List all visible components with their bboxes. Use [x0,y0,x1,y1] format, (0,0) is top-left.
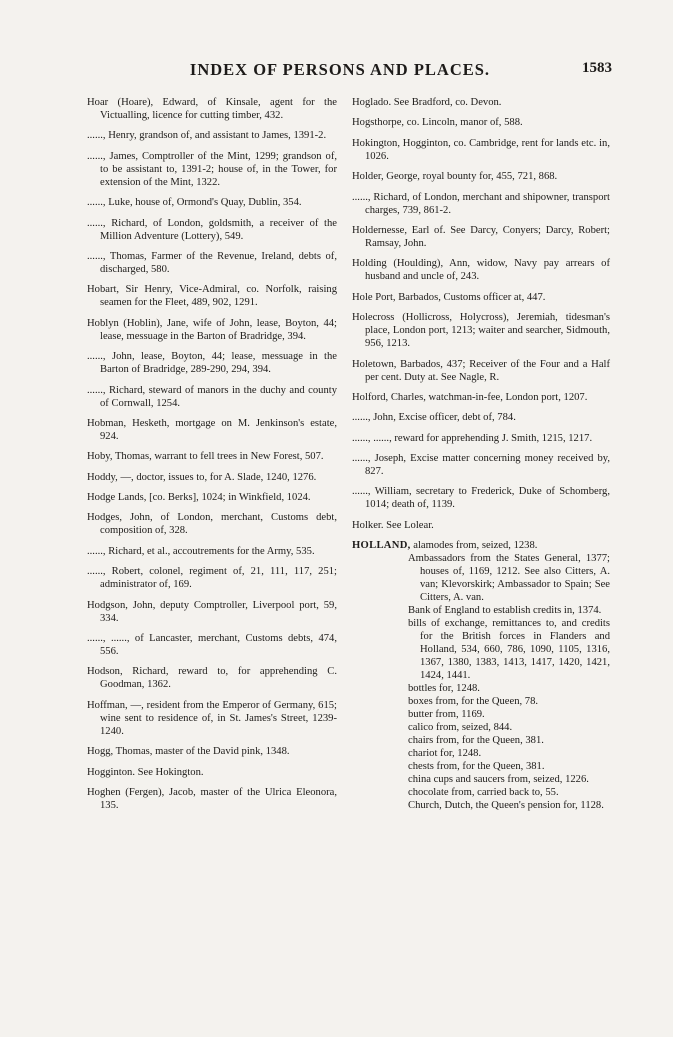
index-entry: Hodgson, John, deputy Comptroller, Liverpool port, 59, 334. [87,599,337,624]
index-entry: Holdernesse, Earl of. See Darcy, Conyers; Darcy, Robert; Ramsay, John. [352,224,610,249]
index-entry: Holker. See Lolear. [352,519,434,531]
index-entry: Holecross (Hollicross, Holycross), Jeremiah, tidesman's place, London port, 1213; waiter and searcher, Sidmouth, 956, 1213. [352,312,610,350]
index-entry: Holford, Charles, watchman-in-fee, London port, 1207. [352,391,588,403]
holland-subentry: chocolate from, carried back to, 55. [408,787,559,799]
holland-subentry: calico from, seized, 844. [408,722,513,734]
index-entry: Hogsthorpe, co. Lincoln, manor of, 588. [352,117,523,129]
index-entry: ......, ......, reward for apprehending J. Smith, 1215, 1217. [352,432,593,444]
index-entry: ......, ......, of Lancaster, merchant, Customs debts, 474, 556. [87,633,337,658]
holland-subentry: chests from, for the Queen, 381. [408,761,545,773]
index-entry: Hobman, Hesketh, mortgage on M. Jenkinson's estate, 924. [87,417,337,442]
index-entry: ......, Henry, grandson of, and assistant to James, 1391-2. [87,130,327,142]
running-title: INDEX OF PERSONS AND PLACES. [189,60,491,79]
page-number: 1583 [582,60,612,76]
index-entry: ......, Richard, et al., accoutrements for the Army, 535. [87,545,315,557]
holland-subentry: bottles for, 1248. [408,683,480,695]
index-entry: ......, Richard, of London, merchant and shipowner, transport charges, 739, 861-2. [352,191,610,216]
index-entry: Holder, George, royal bounty for, 455, 721, 868. [352,171,558,183]
index-entry: Hodges, John, of London, merchant, Customs debt, composition of, 328. [87,512,337,537]
index-entry: ......, James, Comptroller of the Mint, 1299; grandson of, to be assistant to, 1391-2; house of, in the Tower, for extension of the Mint, 1322. [87,150,337,188]
index-entry: Holetown, Barbados, 437; Receiver of the Four and a Half per cent. Duty at. See Nagle, R. [352,358,610,383]
index-entry: Hole Port, Barbados, Customs officer at, 447. [352,291,546,303]
index-entry: Hoddy, —, doctor, issues to, for A. Slade, 1240, 1276. [87,471,317,483]
holland-subentry: china cups and saucers from, seized, 1226. [408,774,589,786]
index-entry: Hogginton. See Hokington. [87,766,204,778]
holland-heading: HOLLAND, [352,540,411,552]
holland-subentry: Church, Dutch, the Queen's pension for, 1128. [408,800,604,812]
index-entry: ......, William, secretary to Frederick, Duke of Schomberg, 1014; death of, 1139. [352,486,610,511]
index-entry: ......, Luke, house of, Ormond's Quay, Dublin, 354. [87,197,302,209]
index-entry: Hoffman, —, resident from the Emperor of Germany, 615; wine sent to residence of, in St. James's Street, 1239-1240. [87,699,337,737]
index-entry: Hodson, Richard, reward to, for apprehending C. Goodman, 1362. [87,666,337,691]
index-entry: Hokington, Hogginton, co. Cambridge, rent for lands etc. in, 1026. [352,137,610,162]
holland-subentry: bills of exchange, remittances to, and credits for the British forces in Flanders and Holland, 534, 660, 786, 1090, 1105, 1316, 1367, 1380, 1383, 1413, 1417, 1420, 1421, 1424, 1441. [408,618,610,682]
index-entry: Hoby, Thomas, warrant to fell trees in New Forest, 507. [87,451,324,463]
holland-subentry: Bank of England to establish credits in, 1374. [408,605,602,617]
index-entry: ......, Robert, colonel, regiment of, 21, 111, 117, 251; administrator of, 169. [87,566,337,591]
index-entry: Hoblyn (Hoblin), Jane, wife of John, lease, Boyton, 44; lease, messuage in the Barton of Bradridge, 394. [87,317,337,342]
index-entry: ......, John, Excise officer, debt of, 784. [352,412,516,424]
index-entry: Hodge Lands, [co. Berks], 1024; in Winkfield, 1024. [87,492,311,504]
index-entry: Hogg, Thomas, master of the David pink, 1348. [87,746,290,758]
holland-heading-line [352,539,610,552]
left-column [87,96,337,819]
index-entry: Hoar (Hoare), Edward, of Kinsale, agent for the Victualling, licence for cutting timber, 432. [87,97,337,121]
index-entry: ......, Thomas, Farmer of the Revenue, Ireland, debts of, discharged, 580. [87,250,337,275]
index-entry: Hobart, Sir Henry, Vice-Admiral, co. Norfolk, raising seamen for the Fleet, 489, 902, 1291. [87,284,337,309]
holland-subentry: chariot for, 1248. [408,748,482,760]
index-entry: Hoglado. See Bradford, co. Devon. [352,97,502,108]
index-entry: ......, Richard, steward of manors in the duchy and county of Cornwall, 1254. [87,384,337,409]
index-entry: Holding (Houlding), Ann, widow, Navy pay arrears of husband and uncle of, 243. [352,258,610,283]
holland-first-line: alamodes from, seized, 1238. [413,540,538,552]
holland-entry [352,539,610,812]
index-entry: ......, John, lease, Boyton, 44; lease, messuage in the Barton of Bradridge, 289-290, 294, 394. [87,351,337,376]
holland-subentry: butter from, 1169. [408,709,485,721]
index-entry: ......, Joseph, Excise matter concerning money received by, 827. [352,453,610,478]
index-entry: ......, Richard, of London, goldsmith, a receiver of the Million Adventure (Lottery), 549. [87,217,337,242]
index-entry: Hoghen (Fergen), Jacob, master of the Ulrica Eleonora, 135. [87,786,337,811]
holland-subentry: chairs from, for the Queen, 381. [408,735,544,747]
holland-subentry: boxes from, for the Queen, 78. [408,696,539,708]
holland-subentry: Ambassadors from the States General, 1377; houses of, 1169, 1212. See also Citters, A. van; Klevorskirk; Ambassador to Spain; See Citters, A. van. [408,553,610,604]
right-column [352,96,610,819]
